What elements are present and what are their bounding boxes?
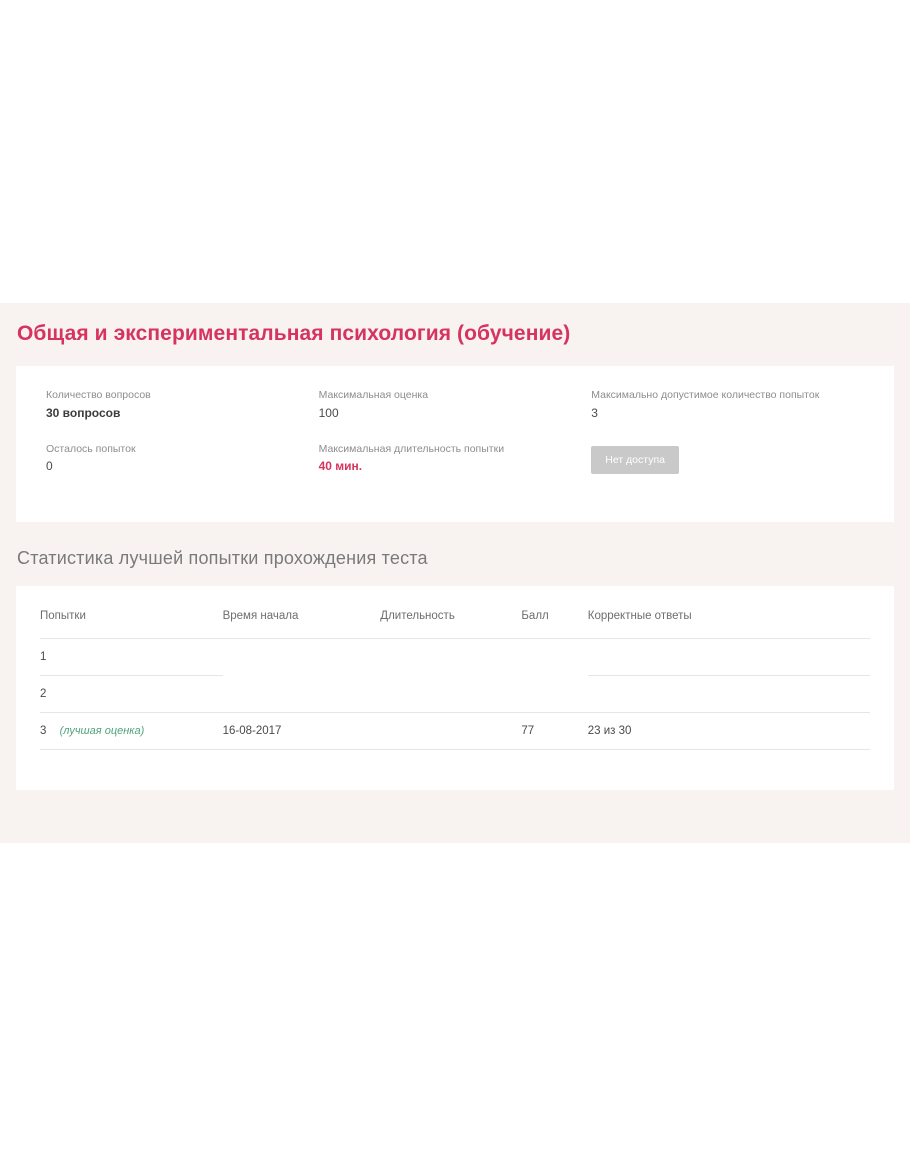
info-col-1 xyxy=(46,388,319,495)
cell-duration xyxy=(380,675,521,712)
attempts-left-label: Осталось попыток xyxy=(46,442,136,455)
info-col-2 xyxy=(319,388,592,495)
cell-start-time xyxy=(223,638,381,675)
best-score-badge: (лучшая оценка) xyxy=(59,724,145,737)
cell-score: 77 xyxy=(521,712,587,749)
questions-count-block xyxy=(46,388,303,419)
max-score-label: Максимальная оценка xyxy=(318,389,429,402)
table-row xyxy=(40,675,870,712)
cell-correct-answers: 23 из 30 xyxy=(588,712,870,749)
max-duration-value: 40 мин. xyxy=(318,458,363,473)
column-header-duration: Длительность xyxy=(380,610,521,639)
max-score-block xyxy=(319,388,576,419)
no-access-button[interactable]: Нет доступа xyxy=(591,446,679,474)
questions-count-label: Количество вопросов xyxy=(46,389,151,402)
questions-count-value: 30 вопросов xyxy=(46,405,121,420)
cell-duration xyxy=(380,638,521,675)
page-title: Общая и экспериментальная психология (обучение) xyxy=(17,322,571,345)
cell-attempt: 1 xyxy=(40,638,223,675)
cell-correct-answers xyxy=(588,675,870,712)
cell-correct-answers xyxy=(588,638,870,675)
column-header-attempt: Попытки xyxy=(40,610,223,639)
max-duration-block xyxy=(319,442,576,473)
max-attempts-block xyxy=(591,388,848,419)
cell-score xyxy=(521,675,587,712)
content-wrapper xyxy=(0,303,910,790)
stats-section-title: Статистика лучшей попытки прохождения теста xyxy=(17,547,428,568)
max-attempts-label: Максимально допустимое количество попыток xyxy=(591,389,820,402)
table-row xyxy=(40,638,870,675)
max-attempts-value: 3 xyxy=(591,405,598,420)
table-header-row xyxy=(40,610,870,639)
cell-duration xyxy=(380,712,521,749)
column-header-start-time: Время начала xyxy=(223,610,381,639)
table-row xyxy=(40,712,870,749)
no-access-block xyxy=(591,442,848,474)
cell-start-time: 16-08-2017 xyxy=(223,712,381,749)
attempts-left-value: 0 xyxy=(46,458,53,473)
info-col-3 xyxy=(591,388,864,495)
column-header-correct-answers: Корректные ответы xyxy=(588,610,870,639)
max-duration-label: Максимальная длительность попытки xyxy=(318,442,505,455)
cell-score xyxy=(521,638,587,675)
column-header-score: Балл xyxy=(521,610,587,639)
test-info-grid xyxy=(46,388,864,495)
cell-start-time xyxy=(223,675,381,712)
page-container xyxy=(0,303,910,843)
stats-table-card xyxy=(16,586,894,790)
test-info-card xyxy=(16,366,894,521)
cell-attempt xyxy=(40,712,223,749)
attempts-left-block xyxy=(46,442,303,473)
attempts-table xyxy=(40,610,870,750)
cell-attempt-number: 3 xyxy=(40,724,47,737)
cell-attempt: 2 xyxy=(40,675,223,712)
max-score-value: 100 xyxy=(318,405,339,420)
